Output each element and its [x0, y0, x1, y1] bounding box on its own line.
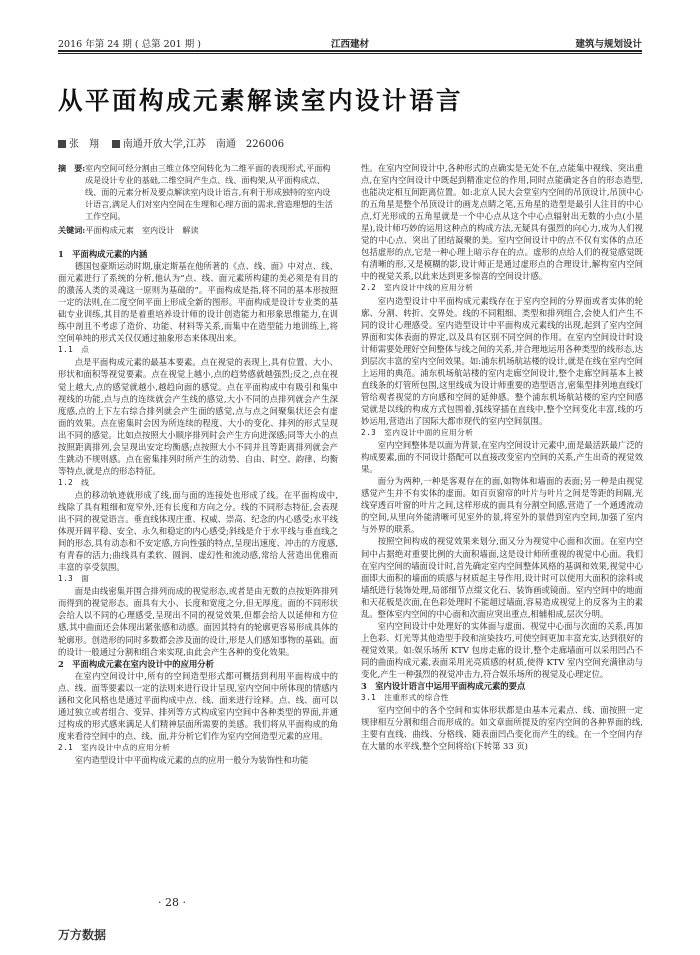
keywords-text: 平面构成元素 室内设计 解读	[85, 225, 199, 235]
body-paragraph: 室内空间整体是以面为背景,在室内空间设计元素中,面是最活跃最广泛的构成要素,面的不同设计搭配可以直接改变室内空间的关系,产生出奇的视觉效果。	[361, 440, 643, 475]
author-line	[58, 135, 284, 150]
keywords-label: 关键词:	[58, 225, 86, 235]
author-name: 张 翔	[69, 139, 99, 150]
abstract-text: 室内空间可经分割由三维立体空间转化为二维平面的表现形式,平面构成是设计专业的基础,二维空间产生点、线、面构架,从平面构成点、线、面的元素分析及要点解读室内设计语言,有利于形成独特的室内设计语言,满足人们对室内空间在生理和心理方面的需求,营造理想的生活工作空间。	[85, 163, 333, 221]
subsection-heading: 2.1 室内设计中点的应用分析	[58, 742, 171, 752]
section-heading: 1 平面构成元素的内涵	[58, 249, 148, 259]
body-paragraph: 室内造型设计中平面构成元素的点的应用一般分为装饰性和功能	[74, 754, 309, 765]
body-paragraph: 室内空间中的各个空间和实体形状都是由基本元素点、线、面按照一定规律相互分割和组合而形成的。如文章面所提及的室内空间的各种界面的线,主要有直线、曲线、分格线、随表面凹凸变化而产生的线。在一个空间内存在大量的水平线,整个空间将给(下转第 33 页)	[361, 705, 643, 752]
header-rule-thick	[58, 50, 642, 52]
body-paragraph: 按照空间构成的视觉效果来划分,面又分为视觉中心面和次面。在室内空间中占据绝对重要比例的大面积墙面,这是设计师所重视的视觉中心面。我们在室内空间的墙面设计时,首先确定室内空间整体风格的基调和效果,视觉中心面即大面积的墙面的质感与材质起主导作用,设计时可以使用大面积的涂料或墙纸进行装饰处理,局部细节点缀文化石、装饰画或镜面。室内空间中的地面和天花板是次面,在色彩处理时不能超过墙面,容易造成视觉上的反客为主的素乱。整体室内空间的中心面和次面应突出重点,相辅相成,层次分明。	[361, 536, 643, 619]
journal-name: 江西建材	[330, 39, 369, 50]
body-paragraph: 面分为两种,一种是客观存在的面,如物体和墙面的表面;另一种是由视觉感觉产生并不有实体的虚面。如百页窗帘的叶片与叶片之间是等距的间隔,光线穿透百叶窗的叶片之间,这样形成的面具有分割空间感,营造了一个通透流动的空间,从里向外能清晰可见室外的景,将室外的景借到室内空间,加强了室内与外界的联系。	[361, 476, 643, 535]
left-column	[58, 248, 338, 766]
header-rule-thin	[58, 53, 642, 54]
page-number: · 28 ·	[158, 896, 186, 909]
body-paragraph: 面是由线密集并围合排列而成的视觉形态,或者是由无数的点按矩阵排列而得到的视觉形态。面具有大小、长度和宽度之分,但无厚度。面的不同形状会给人以不同的心理感受,呈现出不同的视觉效果,但都会给人以延伸和方位感,其中曲面还会体现出紧张感和动感。面因其特有的轮廓更容易形成具体的轮廓形。创造形的同时多数都会涉及面的设计,形是人们感知事物的基础。面的设计一般通过分割和组合来实现,由此会产生各种的变化效果。	[58, 586, 338, 657]
running-header	[58, 36, 642, 50]
square-bullet-icon	[58, 140, 66, 148]
subsection-heading: 1.1 点	[58, 345, 90, 355]
footer-logo: 万方数据	[58, 928, 107, 942]
keywords-line	[58, 224, 336, 236]
section-heading: 2 平面构成元素在室内设计中的应用分析	[58, 658, 214, 669]
subsection-heading: 1.2 线	[58, 477, 90, 487]
subsection-heading: 2.3 室内设计中面的应用分析	[361, 428, 474, 438]
section-name: 建筑与规划设计	[575, 39, 642, 50]
article-title: 从平面构成元素解读室内设计语言	[58, 86, 463, 115]
body-paragraph: 室内造型设计中平面构成元素线存在于室内空间的分界面或者实体的轮廓、分割、转折、交界处。线的不同粗细、类型和排列组合,会使人们产生不同的设计心理感受。室内造型设计中平面构成元素线的出现,起到了室内空间界面和实体表面的界定,以及具有区别不同空间的作用。在室内空间设计时设计师需要处理好空间整体与线之间的关系,并合理地运用各种类型的线形态,达到层次丰富的室内空间效果。如:浦东机场航站楼的设计,就是在线在室内空间上运用的典范。浦东机场航站楼的室内走廊空间设计,整个走廊空间基本上被直线条的灯管所包围,这里线成为设计师重要的造型语言,密集型排列地直线灯管给观者视觉的方向感和空间的延伸感。整个浦东机场航站楼的室内空间感觉就是以线的构成方式包围着,弧线穿插在直线中,整个空间变化丰富,线的巧妙运用,营造出了国际大都市现代的室内空间氛围。	[361, 295, 643, 426]
right-column	[361, 162, 643, 752]
body-paragraph: 室内空间设计中处理好的实体面与虚面、视觉中心面与次面的关系,再加上色彩、灯光等其他造型手段和渲染技巧,可使空间更加丰富充实,达到很好的视觉效果。如:娱乐场所 KTV 包房走廊的设计,整个走廊墙面可以采用凹凸不同的曲面构成元素,表面采用光亮质感的材质,使得 KTV 室内空间充满律动与变化,产生一种强烈的视觉冲击力,符合娱乐场所的视觉及心理定位。	[361, 620, 643, 679]
body-paragraph: 在室内空间设计中,所有的空间造型形式都可概括到利用平面构成中的点、线、面等要素以一定的法则来进行设计呈现,室内空间中所体现的情感内涵和文化风格也是通过平面构成中点、线、面来进行诠释。点、线、面可以通过独立或者组合、变异、排列等方式构成室内空间中各种类型的界面,并通过构成的形式感来满足人们精神层面所需要的美感。我们将从平面构成的角度来看待空间中的点、线、面,并分析它们作为室内空间造型元素的应用。	[58, 670, 338, 741]
body-paragraph: 德国包豪斯运动时期,康定斯基在他所著的《点、线、面》中对点、线、面元素进行了系统的分析,他认为“点、线、面元素所构建的美必须是有目的的激荡人类的灵魂这一原则为基础的”。平面构成是指,将不同的基本形按照一定的法则,在二度空间平面上形成全新的图形。平面构成是设计专业类的基础专业训练,其目的是着重培养设计师的设计创造能力和形象思维能力,在训练中剖且不考虑了造价、功能、材料等关系,而集中在造型能力地训练上,将空间单纯的形式关仅仅通过抽象形态来体现出来。	[58, 261, 338, 344]
section-heading: 3 室内设计语言中运用平面构成元素的要点	[361, 681, 526, 692]
square-bullet-icon	[112, 140, 120, 148]
body-paragraph: 点的移动轨迹就形成了线,面与面的连接处也形成了线。在平面构成中,线除了具有粗细和宽窄外,还有长度和方向之分。线的不同形态特征,会表现出不同的视觉语言。垂直线体现庄重、权威、崇高、纪念的内心感受;水平线体现开阔平稳、安全、永久和稳定的内心感受;斜线是介于水平线与垂直线之间的形态,具有动态和不安定感,方向性强的特点,呈现出速度、冲击的方度感,有青春的活力;曲线具有柔软、圆润、虚幻性和流动感,常给人营造出优雅而丰富的享受氛围。	[58, 489, 338, 573]
author-affiliation: 南通开放大学,江苏 南通 226006	[122, 139, 285, 150]
body-paragraph: 性。在室内空间设计中,各种形式的点确实是无处不在,点能集中视线、突出重点,在室内空间设计中既起到精准定位的作用,同时点能确定各自的形态造型,也能决定相互间距离位置。如:北京人民大会堂室内空间的吊顶设计,吊顶中心的五角星是整个吊顶设计的画龙点睛之笔,五角星的造型是最引人注目的中心点,灯光形成的五角星就是一个中心点从这个中心点辐射出无数的小点(小星星),设计师巧妙的运用这种点的构成方法,无疑具有强烈的向心力,成为人们视觉的中心点、突出了团结凝聚的美。室内空间设计中的点不仅有实体的点还包括虚形的点,它是一种心理上暗示存在的点。虚形的点给人们的视觉感觉既有清晰的形,又是模糊的影,设计师正是通过虚形点的合理设计,解构室内空间中的视觉关系,以此来达到更多惊喜的空间设计感。	[361, 163, 643, 282]
subsection-heading: 1.3 面	[58, 574, 90, 584]
abstract-label: 摘 要:	[58, 163, 86, 173]
body-paragraph: 点是平面构成元素的最基本要素。点在视觉的表现上,具有位置、大小、形状和面积等视觉要素。点在视觉上越小,点的趋势感就越强烈;反之,点在视觉上越大,点的感觉就越小,越趋向面的感觉。点在平面构成中有吸引和集中视线的功能,点与点的连续就会产生线的感觉,大小不同的点排列就会产生深度感,点的上下左右综合排列就会产生面的感觉,点与点之间聚集状还会有虚面的效果。点在密集时会因为所连续的程度、大小的变化、排列的形式呈现出不同的感觉。比如点按照大小顺序排列时会产生方向进深感;同等大小的点按照距离排列,会呈现出安定均衡感;点按照大小不同并且等距离排列就会产生跳动不规则感。点在密集排列时所产生的动势、自由、时空、韵律、均衡等特点,就是点的形态特征。	[58, 357, 338, 476]
subsection-heading: 2.2 室内设计中线的应用分析	[361, 283, 474, 293]
subsection-heading: 3.1 注重形式的综合性	[361, 693, 450, 703]
abstract-block	[58, 162, 336, 236]
issue-info: 2016 年第 24 期 ( 总第 201 期 )	[58, 39, 201, 50]
